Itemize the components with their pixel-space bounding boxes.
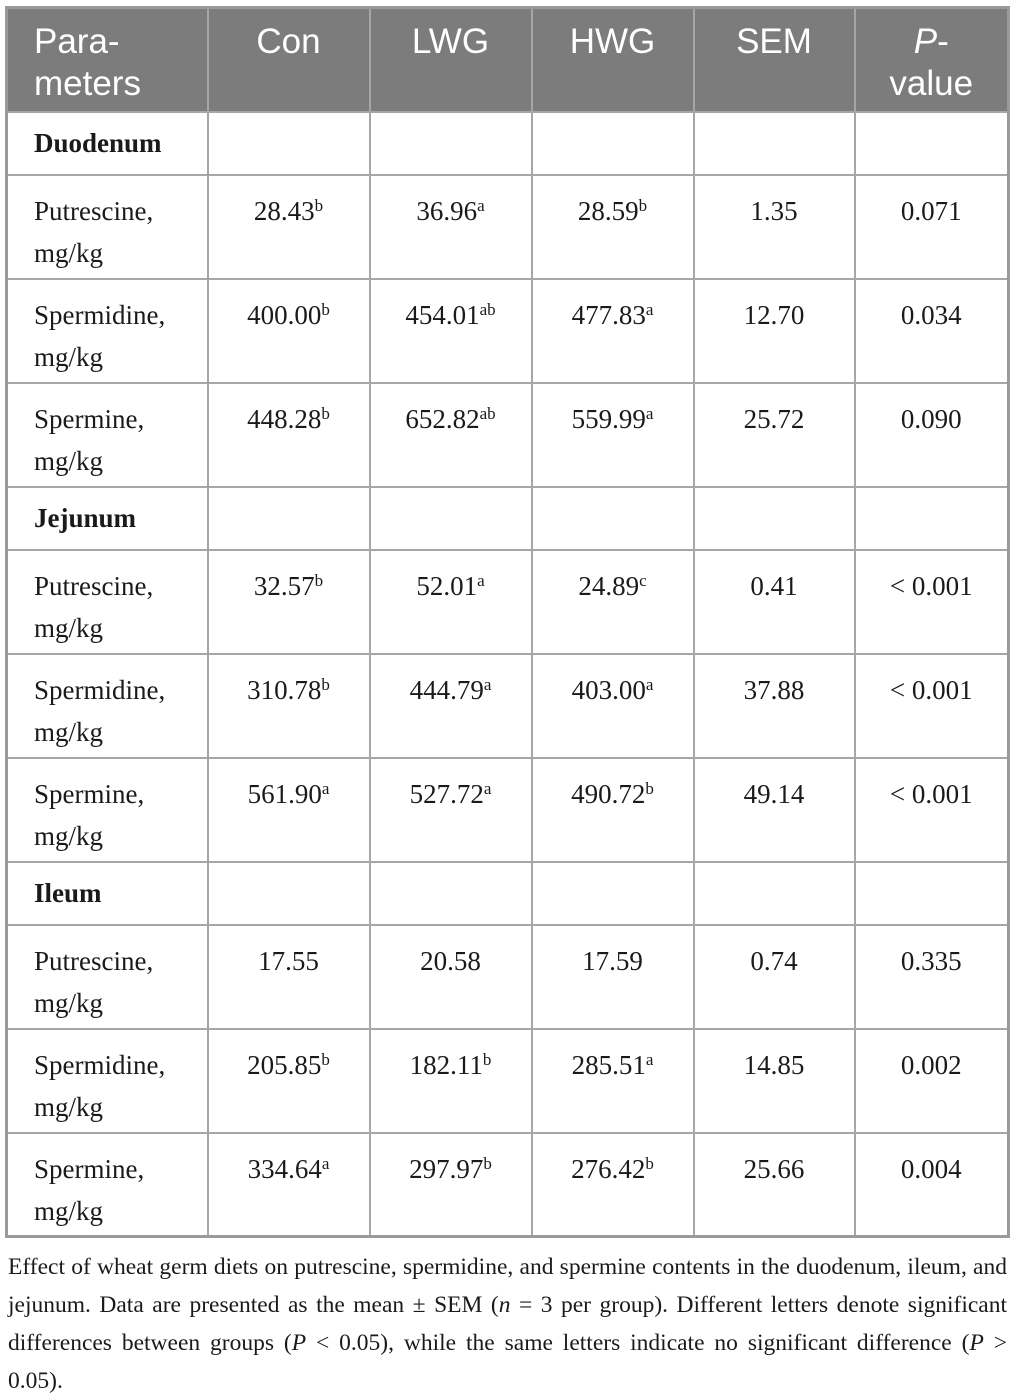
header-parameters-line2: meters	[34, 64, 141, 103]
parameter-unit: mg/kg	[34, 1091, 104, 1122]
con-superscript: b	[321, 299, 330, 319]
con-superscript: b	[314, 570, 324, 590]
parameter-cell	[7, 758, 208, 862]
section-row	[7, 487, 1009, 550]
empty-cell	[532, 112, 694, 175]
hwg-superscript: b	[645, 778, 654, 798]
header-row	[7, 8, 1009, 112]
con-value: 310.78	[247, 674, 322, 705]
lwg-cell	[370, 1029, 532, 1133]
parameter-unit: mg/kg	[34, 987, 104, 1018]
empty-cell	[694, 112, 855, 175]
footnote-text-2: = 3 per group). Different letters denote significant differences between groups (	[8, 1292, 1007, 1356]
lwg-value: 52.01	[416, 570, 478, 601]
footnote-text-3: < 0.05), while the same letters indicate no significant difference (	[306, 1330, 970, 1356]
lwg-cell	[370, 654, 532, 758]
section-row	[7, 112, 1009, 175]
empty-cell	[370, 112, 532, 175]
hwg-value: 559.99	[571, 403, 646, 434]
lwg-superscript: b	[482, 1049, 492, 1069]
empty-cell	[532, 487, 694, 550]
con-cell	[208, 758, 370, 862]
footnote-text-4: > 0.05).	[8, 1330, 1007, 1394]
hwg-value: 477.83	[571, 299, 646, 330]
lwg-superscript: ab	[479, 403, 496, 423]
parameter-name: Spermine,	[34, 403, 145, 434]
lwg-value: 652.82	[405, 403, 480, 434]
pvalue-cell: < 0.001	[855, 758, 1009, 862]
table-footnote	[8, 1248, 1007, 1400]
data-table	[5, 6, 1010, 1238]
pvalue-cell: < 0.001	[855, 654, 1009, 758]
con-value: 28.43	[253, 195, 315, 226]
pvalue-cell: < 0.001	[855, 550, 1009, 654]
footnote-n: n	[498, 1292, 511, 1318]
con-cell	[208, 550, 370, 654]
parameter-name: Spermidine,	[34, 674, 166, 705]
empty-cell	[694, 487, 855, 550]
empty-cell	[532, 862, 694, 925]
con-value: 334.64	[247, 1153, 322, 1184]
con-value: 32.57	[253, 570, 315, 601]
hwg-superscript: a	[645, 1049, 654, 1069]
con-superscript: b	[321, 674, 330, 694]
sem-cell: 49.14	[694, 758, 855, 862]
empty-cell	[855, 487, 1009, 550]
header-pvalue	[855, 8, 1009, 112]
empty-cell	[855, 112, 1009, 175]
table-row	[7, 279, 1009, 383]
con-superscript: a	[321, 1153, 330, 1173]
con-cell	[208, 279, 370, 383]
con-cell	[208, 383, 370, 487]
empty-cell	[208, 862, 370, 925]
empty-cell	[370, 862, 532, 925]
hwg-value: 490.72	[571, 778, 646, 809]
parameter-cell	[7, 175, 208, 279]
sem-cell: 0.41	[694, 550, 855, 654]
hwg-cell	[532, 550, 694, 654]
table-row	[7, 175, 1009, 279]
parameter-cell	[7, 1029, 208, 1133]
footnote-text-1: Effect of wheat germ diets on putrescine, spermidine, and spermine contents in the duodenum, ileum, and jejunum. Data are presented as the mean ± SEM (	[8, 1254, 1007, 1318]
parameter-name: Putrescine,	[34, 945, 154, 976]
hwg-cell	[532, 1133, 694, 1237]
section-title: Ileum	[7, 862, 208, 925]
con-cell	[208, 1029, 370, 1133]
table-header	[7, 8, 1009, 112]
lwg-value: 36.96	[416, 195, 478, 226]
sem-cell: 12.70	[694, 279, 855, 383]
hwg-cell	[532, 279, 694, 383]
empty-cell	[208, 112, 370, 175]
con-cell	[208, 1133, 370, 1237]
lwg-cell	[370, 550, 532, 654]
lwg-superscript: a	[477, 195, 485, 215]
pvalue-cell: 0.004	[855, 1133, 1009, 1237]
header-lwg: LWG	[370, 8, 532, 112]
con-value: 205.85	[247, 1049, 322, 1080]
empty-cell	[855, 862, 1009, 925]
parameter-name: Spermidine,	[34, 299, 166, 330]
parameter-unit: mg/kg	[34, 1195, 104, 1226]
hwg-cell	[532, 758, 694, 862]
sem-cell: 0.74	[694, 925, 855, 1029]
parameter-name: Spermine,	[34, 778, 145, 809]
lwg-superscript: a	[483, 778, 492, 798]
footnote-p1: P	[291, 1330, 307, 1356]
pvalue-cell: 0.034	[855, 279, 1009, 383]
header-pvalue-rest: value	[889, 64, 974, 103]
sem-cell: 25.66	[694, 1133, 855, 1237]
footnote-p2: P	[969, 1330, 984, 1356]
parameter-unit: mg/kg	[34, 445, 104, 476]
con-cell	[208, 925, 370, 1029]
parameter-name: Spermidine,	[34, 1049, 166, 1080]
hwg-value: 24.89	[578, 570, 640, 601]
lwg-value: 20.58	[420, 945, 481, 976]
hwg-cell	[532, 925, 694, 1029]
header-pvalue-p: P	[913, 22, 938, 61]
lwg-cell	[370, 175, 532, 279]
parameter-cell	[7, 550, 208, 654]
lwg-cell	[370, 925, 532, 1029]
con-value: 17.55	[258, 945, 319, 976]
header-pvalue-dash: -	[937, 22, 949, 61]
hwg-cell	[532, 175, 694, 279]
lwg-superscript: ab	[479, 299, 496, 319]
empty-cell	[694, 862, 855, 925]
table-row	[7, 925, 1009, 1029]
sem-cell: 25.72	[694, 383, 855, 487]
hwg-cell	[532, 654, 694, 758]
parameter-cell	[7, 383, 208, 487]
lwg-superscript: a	[483, 674, 492, 694]
section-row	[7, 862, 1009, 925]
empty-cell	[370, 487, 532, 550]
header-sem: SEM	[694, 8, 855, 112]
parameter-cell	[7, 654, 208, 758]
con-cell	[208, 654, 370, 758]
lwg-superscript: b	[483, 1153, 492, 1173]
hwg-superscript: a	[645, 674, 654, 694]
table-row	[7, 383, 1009, 487]
con-superscript: b	[314, 195, 324, 215]
pvalue-cell: 0.002	[855, 1029, 1009, 1133]
lwg-superscript: a	[477, 570, 485, 590]
hwg-value: 28.59	[577, 195, 639, 226]
hwg-superscript: a	[645, 299, 654, 319]
parameter-unit: mg/kg	[34, 820, 104, 851]
hwg-cell	[532, 1029, 694, 1133]
header-parameters-line1: Para-	[34, 22, 120, 61]
hwg-superscript: b	[638, 195, 648, 215]
parameter-cell	[7, 279, 208, 383]
pvalue-cell: 0.335	[855, 925, 1009, 1029]
pvalue-cell: 0.071	[855, 175, 1009, 279]
table-row	[7, 1133, 1009, 1237]
table-row	[7, 550, 1009, 654]
table-body	[7, 112, 1009, 1237]
hwg-value: 403.00	[571, 674, 646, 705]
lwg-value: 527.72	[409, 778, 484, 809]
hwg-value: 276.42	[571, 1153, 646, 1184]
section-title: Jejunum	[7, 487, 208, 550]
lwg-cell	[370, 383, 532, 487]
lwg-value: 297.97	[409, 1153, 484, 1184]
con-value: 448.28	[247, 403, 322, 434]
empty-cell	[208, 487, 370, 550]
con-cell	[208, 175, 370, 279]
hwg-superscript: c	[639, 570, 647, 590]
parameter-name: Putrescine,	[34, 195, 154, 226]
con-superscript: b	[321, 403, 330, 423]
lwg-cell	[370, 758, 532, 862]
table-row	[7, 654, 1009, 758]
parameter-unit: mg/kg	[34, 612, 104, 643]
parameter-unit: mg/kg	[34, 237, 104, 268]
hwg-superscript: b	[645, 1153, 654, 1173]
lwg-cell	[370, 1133, 532, 1237]
table-row	[7, 758, 1009, 862]
header-hwg: HWG	[532, 8, 694, 112]
parameter-name: Spermine,	[34, 1153, 145, 1184]
lwg-cell	[370, 279, 532, 383]
pvalue-cell: 0.090	[855, 383, 1009, 487]
hwg-superscript: a	[645, 403, 654, 423]
sem-cell: 1.35	[694, 175, 855, 279]
hwg-value: 285.51	[571, 1049, 646, 1080]
con-value: 561.90	[247, 778, 322, 809]
parameter-unit: mg/kg	[34, 716, 104, 747]
lwg-value: 182.11	[409, 1049, 483, 1080]
parameter-cell	[7, 925, 208, 1029]
lwg-value: 454.01	[405, 299, 480, 330]
hwg-cell	[532, 383, 694, 487]
parameter-cell	[7, 1133, 208, 1237]
header-con: Con	[208, 8, 370, 112]
con-value: 400.00	[247, 299, 322, 330]
section-title: Duodenum	[7, 112, 208, 175]
parameter-name: Putrescine,	[34, 570, 154, 601]
sem-cell: 37.88	[694, 654, 855, 758]
con-superscript: a	[321, 778, 330, 798]
parameter-unit: mg/kg	[34, 341, 104, 372]
sem-cell: 14.85	[694, 1029, 855, 1133]
header-parameters	[7, 8, 208, 112]
lwg-value: 444.79	[409, 674, 484, 705]
con-superscript: b	[321, 1049, 330, 1069]
hwg-value: 17.59	[582, 945, 643, 976]
table-row	[7, 1029, 1009, 1133]
